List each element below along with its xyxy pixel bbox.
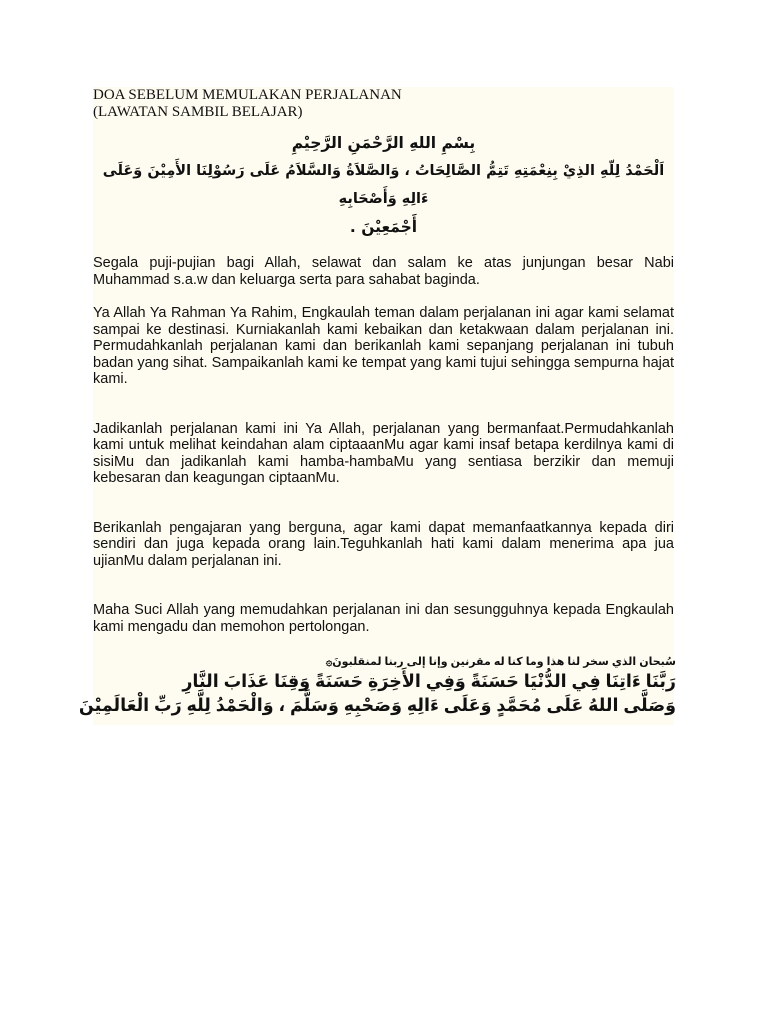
arabic-travel-verse: سُبحان الذي سخر لنا هذا وما كنا له مقرنين وإنا إلى ربنا لمنقلبونَ۞ — [325, 656, 676, 668]
paragraph-4: Berikanlah pengajaran yang berguna, agar kami dapat memanfaatkannya kepada diri sendiri dan juga kepada orang lain.Teguhkanlah hati kami dalam menerima apa jua ujianMu dalam perjalanan ini. — [93, 519, 674, 569]
title-line-1: DOA SEBELUM MEMULAKAN PERJALANAN — [93, 87, 402, 103]
title-line-2: (LAWATAN SAMBIL BELAJAR) — [93, 104, 303, 120]
paragraph-2: Ya Allah Ya Rahman Ya Rahim, Engkaulah teman dalam perjalanan ini agar kami selamat sampai ke destinasi. Kurniakanlah kami kebaikan dan ketakwaan dalam perjalanan ini. Permudahkanlah perjalanan kami dan berikanlah kami sepanjang perjalanan ini tubuh badan yang sihat. Sampaikanlah kami ke tempat yang kami tujui sehingga sempurna hajat kami. — [93, 305, 674, 387]
arabic-closing-line-2: وَصَلَّى اللهُ عَلَى مُحَمَّدٍ وَعَلَى ءَالِهِ وَصَحْبِهِ وَسَلَّمَ ، وَالْحَمْدُ لِلَّهِ رَبِّ الْعَالَمِيْنَ — [78, 695, 676, 715]
arabic-opening-line-2: أَجْمَعِيْنَ . — [349, 218, 418, 236]
arabic-opening-line-1: اَلْحَمْدُ لِلّهِ الذِيْ بِنِعْمَتِهِ تَتِمُّ الصَّالِحَاتُ ، وَالصَّلاَةُ وَالسَّلاَمُ عَلَى رَسُوْلِنَا الأَمِيْنَ وَعَلَى ءَالِهِ وَأَصْحَابِهِ — [102, 163, 665, 207]
basmala: بِسْمِ اللهِ الرَّحْمَنِ الرَّحِيْمِ — [291, 134, 476, 152]
paragraph-5: Maha Suci Allah yang memudahkan perjalanan ini dan sesungguhnya kepada Engkaulah kami mengadu dan memohon pertolongan. — [93, 602, 674, 635]
paragraph-3: Jadikanlah perjalanan kami ini Ya Allah, perjalanan yang bermanfaat.Permudahkanlah kami untuk melihat keindahan alam ciptaaanMu agar kami insaf betapa kerdilnya kami di sisiMu dan jadikanlah kami hamba-hambaMu yang sentiasa berzikir dan memuji kebesaran dan keagungan ciptaanMu. — [93, 420, 674, 486]
document-page — [78, 87, 676, 725]
arabic-closing-line-1: رَبَّنَا ءَاتِنَا فِي الدُّنْيَا حَسَنَةً وَفِي الأَخِرَةِ حَسَنَةً وَقِنَا عَذَابَ النَّارِ — [182, 671, 676, 691]
paragraph-1: Segala puji-pujian bagi Allah, selawat dan salam ke atas junjungan besar Nabi Muhammad s.a.w dan keluarga serta para sahabat baginda. — [93, 255, 674, 288]
